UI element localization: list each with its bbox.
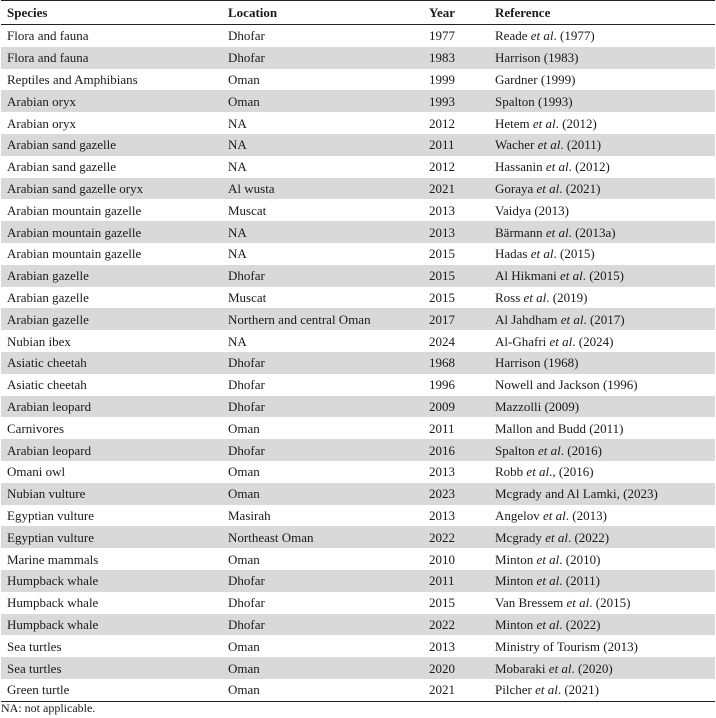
reference-year: . (2021): [559, 180, 601, 196]
cell-year: 1996: [429, 377, 455, 393]
cell-species: Arabian gazelle: [1, 265, 222, 287]
reference-et-al: et al: [523, 289, 547, 305]
header-year: Year: [423, 1, 489, 25]
reference-author: Al Jahdham: [495, 311, 561, 327]
table-row: [1, 47, 715, 69]
cell-species: Asiatic cheetah: [7, 377, 87, 393]
cell-location: Northeast Oman: [222, 526, 423, 548]
reference-et-al: et al: [537, 442, 561, 458]
cell-reference: [489, 526, 715, 548]
cell-year: 2013: [429, 202, 455, 218]
cell-location: Dhofar: [222, 265, 423, 287]
reference-year: . (2016): [560, 442, 602, 458]
cell-reference: [489, 243, 715, 265]
cell-year: 1983: [423, 47, 489, 69]
species-table: [1, 0, 715, 702]
cell-year: 2022: [423, 526, 489, 548]
cell-reference: [489, 47, 715, 69]
table-row: [1, 330, 715, 352]
reference-et-al: et al: [545, 159, 569, 175]
reference-et-al: et al: [548, 660, 572, 676]
reference-year: . (2013): [565, 507, 607, 523]
table-row: [1, 287, 715, 309]
reference-et-al: et al: [560, 311, 584, 327]
cell-species: Humpback whale: [7, 595, 99, 611]
reference-et-al: et al: [535, 682, 558, 698]
cell-reference: [489, 592, 715, 614]
cell-reference: [489, 221, 715, 243]
cell-location: Dhofar: [222, 396, 423, 418]
cell-location: NA: [222, 221, 423, 243]
reference-author: Pilcher: [495, 682, 536, 698]
reference-year: . (2013a): [568, 224, 616, 240]
cell-year: 2012: [429, 159, 455, 175]
cell-species: Arabian mountain gazelle: [7, 246, 142, 262]
cell-location: Masirah: [228, 507, 271, 523]
reference-author: Hassanin: [495, 159, 546, 175]
reference-author: Ross: [495, 289, 524, 305]
cell-reference: [489, 199, 715, 221]
cell-location: Dhofar: [222, 439, 423, 461]
cell-year: 2023: [423, 483, 489, 505]
cell-location: Oman: [222, 657, 423, 679]
cell-reference: [489, 112, 715, 134]
reference-et-al: et al: [545, 529, 568, 545]
table-row: [1, 178, 715, 200]
cell-year: 2015: [429, 246, 455, 262]
reference-author: Mallon and Budd (2011): [495, 420, 624, 436]
cell-location: Oman: [228, 551, 260, 567]
cell-year: 1977: [429, 28, 455, 44]
cell-reference: [489, 352, 715, 374]
table-row: [1, 112, 715, 134]
reference-et-al: et al: [536, 180, 560, 196]
reference-year: . (2024): [572, 333, 614, 349]
reference-author: Bärmann: [495, 224, 546, 240]
cell-species: Arabian leopard: [1, 396, 222, 418]
cell-species: Omani owl: [7, 464, 66, 480]
reference-et-al: et al: [536, 551, 560, 567]
reference-author: Nowell and Jackson (1996): [495, 377, 638, 393]
reference-author: Reade: [495, 28, 531, 44]
cell-reference: [489, 570, 715, 592]
cell-year: 2013: [429, 638, 455, 654]
cell-location: Dhofar: [228, 377, 265, 393]
reference-author: Mcgrady and Al Lamki, (2023): [495, 486, 658, 502]
reference-author: Al Hikmani: [495, 268, 560, 284]
cell-reference: [489, 396, 715, 418]
reference-year: . (2012): [568, 159, 610, 175]
cell-year: 2011: [423, 134, 489, 156]
cell-year: 1999: [429, 71, 455, 87]
cell-location: NA: [228, 159, 247, 175]
cell-reference: [489, 635, 715, 657]
reference-author: Mcgrady: [495, 529, 546, 545]
cell-year: 2013: [423, 221, 489, 243]
table-row: [1, 243, 715, 265]
table-body: [1, 25, 715, 702]
cell-year: 2013: [429, 507, 455, 523]
cell-species: Arabian gazelle: [1, 308, 222, 330]
cell-location: Al wusta: [222, 178, 423, 200]
header-species: Species: [1, 1, 222, 25]
cell-reference: [489, 505, 715, 527]
table-row: [1, 570, 715, 592]
cell-reference: [489, 374, 715, 396]
reference-et-al: et al: [536, 616, 560, 632]
cell-year: 2013: [429, 464, 455, 480]
table-row: [1, 374, 715, 396]
table-row: [1, 505, 715, 527]
cell-reference: [489, 461, 715, 483]
table-row: [1, 396, 715, 418]
reference-author: Hetem: [495, 115, 533, 131]
cell-location: Dhofar: [222, 570, 423, 592]
cell-reference: [489, 417, 715, 439]
reference-year: . (2021): [557, 682, 599, 698]
reference-author: Wacher: [495, 137, 538, 153]
reference-year: . (2015): [553, 246, 595, 262]
cell-species: Humpback whale: [1, 614, 222, 636]
cell-reference: [489, 69, 715, 91]
table-row: [1, 526, 715, 548]
reference-year: ., (2016): [549, 464, 594, 480]
cell-species: Sea turtles: [1, 657, 222, 679]
reference-et-al: et al: [537, 137, 561, 153]
reference-author: Vaidya (2013): [495, 202, 570, 218]
cell-species: Green turtle: [1, 679, 222, 701]
cell-species: Arabian leopard: [1, 439, 222, 461]
header-location: Location: [222, 1, 423, 25]
table-row: [1, 25, 715, 47]
reference-author: Van Bressem: [495, 595, 567, 611]
cell-species: Asiatic cheetah: [1, 352, 222, 374]
reference-et-al: et al: [545, 224, 569, 240]
cell-year: 2016: [423, 439, 489, 461]
cell-reference: [489, 679, 715, 701]
cell-location: Oman: [222, 90, 423, 112]
table-row: [1, 352, 715, 374]
cell-species: Egyptian vulture: [7, 507, 95, 523]
table-row: [1, 265, 715, 287]
cell-reference: [489, 548, 715, 570]
reference-year: . (2015): [589, 595, 631, 611]
reference-et-al: et al: [526, 464, 550, 480]
reference-author: Hadas: [495, 246, 531, 262]
reference-et-al: et al: [549, 333, 573, 349]
cell-year: 2021: [423, 178, 489, 200]
reference-author: Al-Ghafri: [495, 333, 550, 349]
reference-year: . (2011): [559, 573, 600, 589]
reference-et-al: et al: [530, 28, 554, 44]
cell-reference: [489, 287, 715, 309]
reference-author: Robb: [495, 464, 527, 480]
cell-location: Oman: [222, 679, 423, 701]
reference-et-al: et al: [530, 246, 554, 262]
cell-reference: [489, 330, 715, 352]
cell-reference: [489, 308, 715, 330]
table-row: [1, 308, 715, 330]
cell-location: Dhofar: [222, 614, 423, 636]
cell-species: Arabian sand gazelle: [7, 159, 117, 175]
table-row: [1, 199, 715, 221]
cell-reference: [489, 657, 715, 679]
table-header: [1, 1, 715, 25]
reference-year: . (2019): [546, 289, 588, 305]
table-row: [1, 439, 715, 461]
table-row: [1, 221, 715, 243]
cell-reference: [489, 156, 715, 178]
cell-reference: [489, 483, 715, 505]
cell-species: Sea turtles: [7, 638, 62, 654]
cell-location: Muscat: [228, 202, 267, 218]
cell-location: Northern and central Oman: [222, 308, 423, 330]
cell-location: Oman: [228, 464, 260, 480]
cell-location: Dhofar: [222, 352, 423, 374]
table-row: [1, 592, 715, 614]
reference-author: Spalton: [495, 442, 538, 458]
table-row: [1, 461, 715, 483]
table-row: [1, 417, 715, 439]
reference-author: Goraya: [495, 180, 537, 196]
cell-location: Dhofar: [228, 28, 265, 44]
cell-year: 2017: [423, 308, 489, 330]
cell-year: 1968: [423, 352, 489, 374]
cell-species: Nubian vulture: [1, 483, 222, 505]
cell-species: Reptiles and Amphibians: [7, 71, 138, 87]
reference-year: . (2020): [571, 660, 613, 676]
cell-location: Oman: [228, 638, 260, 654]
cell-year: 2015: [429, 595, 455, 611]
reference-author: Mazzolli (2009): [495, 398, 580, 414]
cell-year: 2021: [423, 679, 489, 701]
reference-year: . (2017): [583, 311, 625, 327]
cell-location: NA: [228, 246, 247, 262]
reference-year: . (2022): [567, 529, 610, 545]
reference-author: Mobaraki: [495, 660, 549, 676]
cell-species: Arabian sand gazelle oryx: [1, 178, 222, 200]
cell-year: 2012: [429, 115, 455, 131]
table-row: [1, 134, 715, 156]
reference-et-al: et al: [536, 573, 560, 589]
cell-year: 2009: [423, 396, 489, 418]
header-reference: Reference: [489, 1, 715, 25]
table-row: [1, 679, 715, 701]
table-row: [1, 69, 715, 91]
reference-year: . (2012): [555, 115, 597, 131]
cell-year: 2020: [423, 657, 489, 679]
cell-location: Oman: [228, 71, 260, 87]
cell-location: Oman: [228, 420, 260, 436]
reference-author: Ministry of Tourism (2013): [495, 638, 638, 654]
cell-species: Flora and fauna: [1, 47, 222, 69]
cell-reference: [489, 265, 715, 287]
cell-year: 2015: [423, 265, 489, 287]
cell-reference: [489, 439, 715, 461]
cell-species: Egyptian vulture: [1, 526, 222, 548]
cell-species: Humpback whale: [1, 570, 222, 592]
reference-author: Gardner (1999): [495, 71, 576, 87]
cell-species: Marine mammals: [7, 551, 99, 567]
cell-location: Muscat: [228, 289, 267, 305]
table-row: [1, 657, 715, 679]
reference-year: . (2011): [560, 137, 602, 153]
cell-species: Arabian gazelle: [7, 289, 89, 305]
reference-et-al: et al: [566, 595, 590, 611]
reference-author: Harrison (1983): [495, 50, 579, 66]
header-row: [1, 1, 715, 25]
table-row: [1, 483, 715, 505]
cell-species: Carnivores: [7, 420, 65, 436]
table-row: [1, 156, 715, 178]
cell-species: Arabian mountain gazelle: [7, 202, 142, 218]
cell-species: Nubian ibex: [7, 333, 71, 349]
reference-et-al: et al: [532, 115, 556, 131]
cell-reference: [489, 25, 715, 47]
table-row: [1, 548, 715, 570]
cell-reference: [489, 178, 715, 200]
reference-year: . (1977): [553, 28, 595, 44]
reference-author: Minton: [495, 551, 537, 567]
cell-species: Arabian mountain gazelle: [1, 221, 222, 243]
cell-reference: [489, 90, 715, 112]
reference-author: Angelov: [495, 507, 544, 523]
reference-year: . (2010): [559, 551, 601, 567]
reference-et-al: et al: [560, 268, 583, 284]
table-row: [1, 635, 715, 657]
cell-location: Dhofar: [222, 47, 423, 69]
cell-species: Arabian oryx: [1, 90, 222, 112]
cell-location: NA: [228, 333, 247, 349]
reference-author: Spalton (1993): [495, 93, 573, 109]
footnote: NA: not applicable.: [1, 701, 96, 715]
cell-year: 2015: [429, 289, 455, 305]
cell-year: 2024: [429, 333, 455, 349]
cell-location: Oman: [222, 483, 423, 505]
cell-species: Arabian sand gazelle: [1, 134, 222, 156]
reference-et-al: et al: [543, 507, 566, 523]
cell-reference: [489, 134, 715, 156]
cell-species: Arabian oryx: [7, 115, 76, 131]
reference-author: Minton: [495, 573, 537, 589]
reference-author: Harrison (1968): [495, 355, 579, 371]
table-row: [1, 90, 715, 112]
cell-year: 2011: [429, 420, 455, 436]
reference-author: Minton: [495, 616, 537, 632]
cell-location: NA: [222, 134, 423, 156]
cell-location: NA: [228, 115, 247, 131]
reference-year: . (2022): [559, 616, 601, 632]
cell-year: 2010: [429, 551, 455, 567]
reference-year: . (2015): [582, 268, 624, 284]
table-row: [1, 614, 715, 636]
cell-species: Flora and fauna: [7, 28, 89, 44]
cell-year: 2011: [423, 570, 489, 592]
cell-location: Dhofar: [228, 595, 265, 611]
cell-year: 2022: [423, 614, 489, 636]
cell-year: 1993: [423, 90, 489, 112]
cell-reference: [489, 614, 715, 636]
